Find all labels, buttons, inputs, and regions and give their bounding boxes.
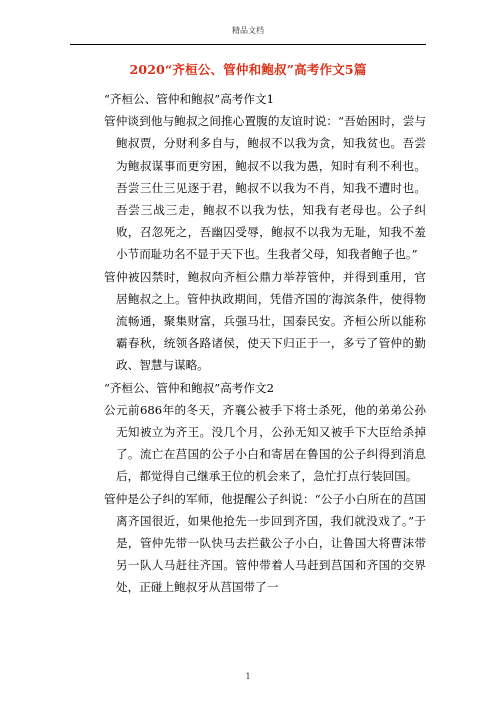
section-heading-1: “齐桓公、管仲和鲍叔”高考作文1 bbox=[104, 92, 274, 106]
paragraph-3: 公元前686年的冬天，齐襄公被手下将士杀死，他的弟弟公孙无知被立为齐王。没几个月，公孙无知又被手下大臣给杀掉了。流亡在莒国的公子小白和寄居在鲁国的公子纠得到消息后，都觉得自己继承王位的机会来了，急忙打点行装回国。 bbox=[104, 402, 426, 484]
paragraph-1: 管仲谈到他与鲍叔之间推心置腹的友谊时说：“吾始困时，尝与鲍叔贾，分财利多自与，鲍叔不以我为贪，知我贫也。吾尝为鲍叔谋事而更穷困，鲍叔不以我为愚，知时有利不利也。吾尝三仕三见逐于君，鲍叔不以我为不肖，知我不遭时也。吾尝三战三走，鲍叔不以我为怯，知我有老母也。公子纠败，召忽死之，吾幽囚受辱，鲍叔不以我为无耻，知我不羞小节而耻功名不显于天下也。生我者父母，知我者鲍子也。” bbox=[104, 114, 426, 262]
document-body bbox=[104, 88, 426, 599]
paragraph-2: 管仲被囚禁时，鲍叔向齐桓公鼎力举荐管仲，并得到重用，官居鲍叔之上。管仲执政期间，凭借齐国的′海滨条件，使得物流畅通，聚集财富，兵强马壮，国泰民安。齐桓公所以能称霸春秋，统领各路诸侯，使天下归正于一，多亏了管仲的勤政、智慧与谋略。 bbox=[104, 269, 426, 373]
section-heading-2: “齐桓公、管仲和鲍叔”高考作文2 bbox=[104, 380, 274, 395]
page-number: 1 bbox=[245, 672, 251, 681]
document-title: 2020“齐桓公、管仲和鲍叔”高考作文5篇 bbox=[129, 62, 367, 77]
header-label: 精品文档 bbox=[232, 26, 264, 35]
page-footer bbox=[0, 672, 496, 681]
paragraph-4: 管仲是公子纠的军师，他提醒公子纠说：“公子小白所在的莒国离齐国很近，如果他抢先一步回到齐国，我们就没戏了。”于是，管仲先带一队快马去拦截公子小白，让鲁国大将曹沫带另一队人马赶往齐国。管仲带着人马赶到莒国和齐国的交界处，正碰上鲍叔牙从莒国带了一 bbox=[104, 491, 426, 595]
page-header bbox=[70, 18, 426, 45]
